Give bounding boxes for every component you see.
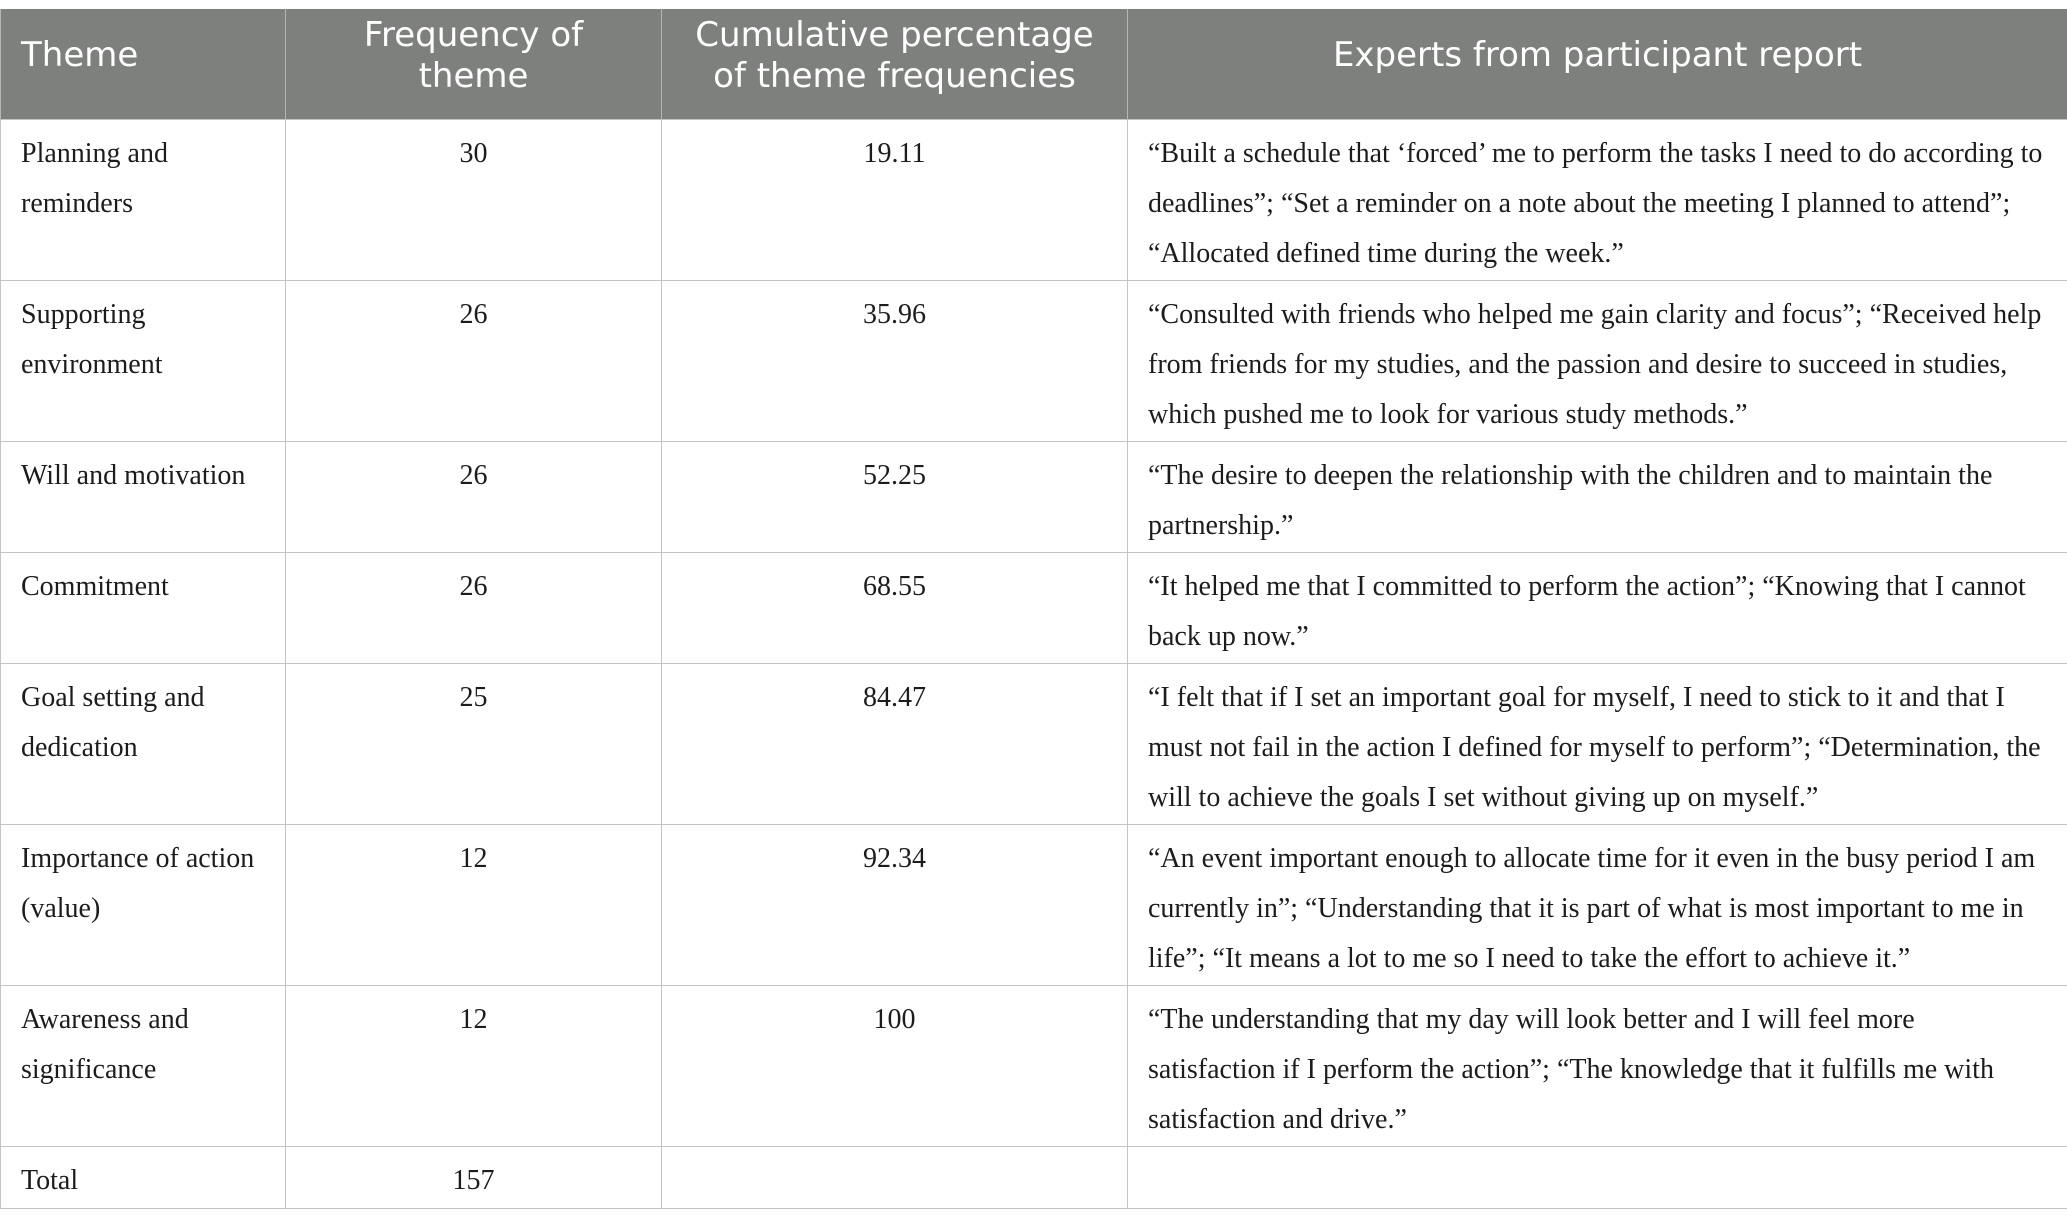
frequency-cell: 12 bbox=[286, 824, 662, 985]
theme-cell: Awareness and significance bbox=[1, 985, 286, 1146]
total-frequency-cell: 157 bbox=[286, 1146, 662, 1208]
theme-cell: Planning and reminders bbox=[1, 119, 286, 280]
table-row bbox=[1, 663, 2067, 824]
theme-cell: Will and motivation bbox=[1, 441, 286, 552]
cumulative-cell: 100 bbox=[662, 985, 1128, 1146]
frequency-cell: 26 bbox=[286, 552, 662, 663]
table-row bbox=[1, 280, 2067, 441]
frequency-cell: 12 bbox=[286, 985, 662, 1146]
total-label-cell: Total bbox=[1, 1146, 286, 1208]
header-excerpts bbox=[1128, 9, 2067, 119]
cumulative-cell: 35.96 bbox=[662, 280, 1128, 441]
header-frequency-label: Frequency of theme bbox=[363, 14, 584, 96]
theme-cell: Commitment bbox=[1, 552, 286, 663]
frequency-cell: 26 bbox=[286, 441, 662, 552]
cumulative-cell: 92.34 bbox=[662, 824, 1128, 985]
table-body bbox=[1, 119, 2067, 1208]
frequency-cell: 30 bbox=[286, 119, 662, 280]
table-header bbox=[1, 9, 2067, 119]
total-excerpt-cell bbox=[1128, 1146, 2067, 1208]
frequency-cell: 26 bbox=[286, 280, 662, 441]
excerpt-cell: “Consulted with friends who helped me gain clarity and focus”; “Received help from friends for my studies, and the passion and desire to succeed in studies, which pushed me to look for various study methods.” bbox=[1128, 280, 2067, 441]
header-theme bbox=[1, 9, 286, 119]
theme-cell: Goal setting and dedication bbox=[1, 663, 286, 824]
frequency-cell: 25 bbox=[286, 663, 662, 824]
excerpt-cell: “An event important enough to allocate time for it even in the busy period I am currently in”; “Understanding that it is part of what is most important to me in life”; “It means a lot to me so I need to take the effort to achieve it.” bbox=[1128, 824, 2067, 985]
theme-cell: Importance of action (value) bbox=[1, 824, 286, 985]
excerpt-cell: “I felt that if I set an important goal for myself, I need to stick to it and that I must not fail in the action I defined for myself to perform”; “Determination, the will to achieve the goals I set without giving up on myself.” bbox=[1128, 663, 2067, 824]
excerpt-cell: “Built a schedule that ‘forced’ me to perform the tasks I need to do according to deadlines”; “Set a reminder on a note about the meeting I planned to attend”; “Allocated defined time during the week.” bbox=[1128, 119, 2067, 280]
header-row bbox=[1, 9, 2067, 119]
themes-table bbox=[0, 9, 2067, 1209]
cumulative-cell: 68.55 bbox=[662, 552, 1128, 663]
table-row bbox=[1, 441, 2067, 552]
table-row bbox=[1, 552, 2067, 663]
cumulative-cell: 84.47 bbox=[662, 663, 1128, 824]
header-excerpts-label: Experts from participant report bbox=[1332, 35, 1863, 76]
total-cumulative-cell bbox=[662, 1146, 1128, 1208]
total-row bbox=[1, 1146, 2067, 1208]
excerpt-cell: “The understanding that my day will look better and I will feel more satisfaction if I perform the action”; “The knowledge that it fulfills me with satisfaction and drive.” bbox=[1128, 985, 2067, 1146]
header-cumulative bbox=[662, 9, 1128, 119]
cumulative-cell: 19.11 bbox=[662, 119, 1128, 280]
table-row bbox=[1, 824, 2067, 985]
table-row bbox=[1, 985, 2067, 1146]
excerpt-cell: “The desire to deepen the relationship with the children and to maintain the partnership.” bbox=[1128, 441, 2067, 552]
header-cumulative-label: Cumulative percentage of theme frequencies bbox=[695, 14, 1094, 96]
header-theme-label: Theme bbox=[21, 35, 139, 76]
cumulative-cell: 52.25 bbox=[662, 441, 1128, 552]
table-row bbox=[1, 119, 2067, 280]
header-frequency bbox=[286, 9, 662, 119]
theme-cell: Supporting environment bbox=[1, 280, 286, 441]
excerpt-cell: “It helped me that I committed to perform the action”; “Knowing that I cannot back up now.” bbox=[1128, 552, 2067, 663]
